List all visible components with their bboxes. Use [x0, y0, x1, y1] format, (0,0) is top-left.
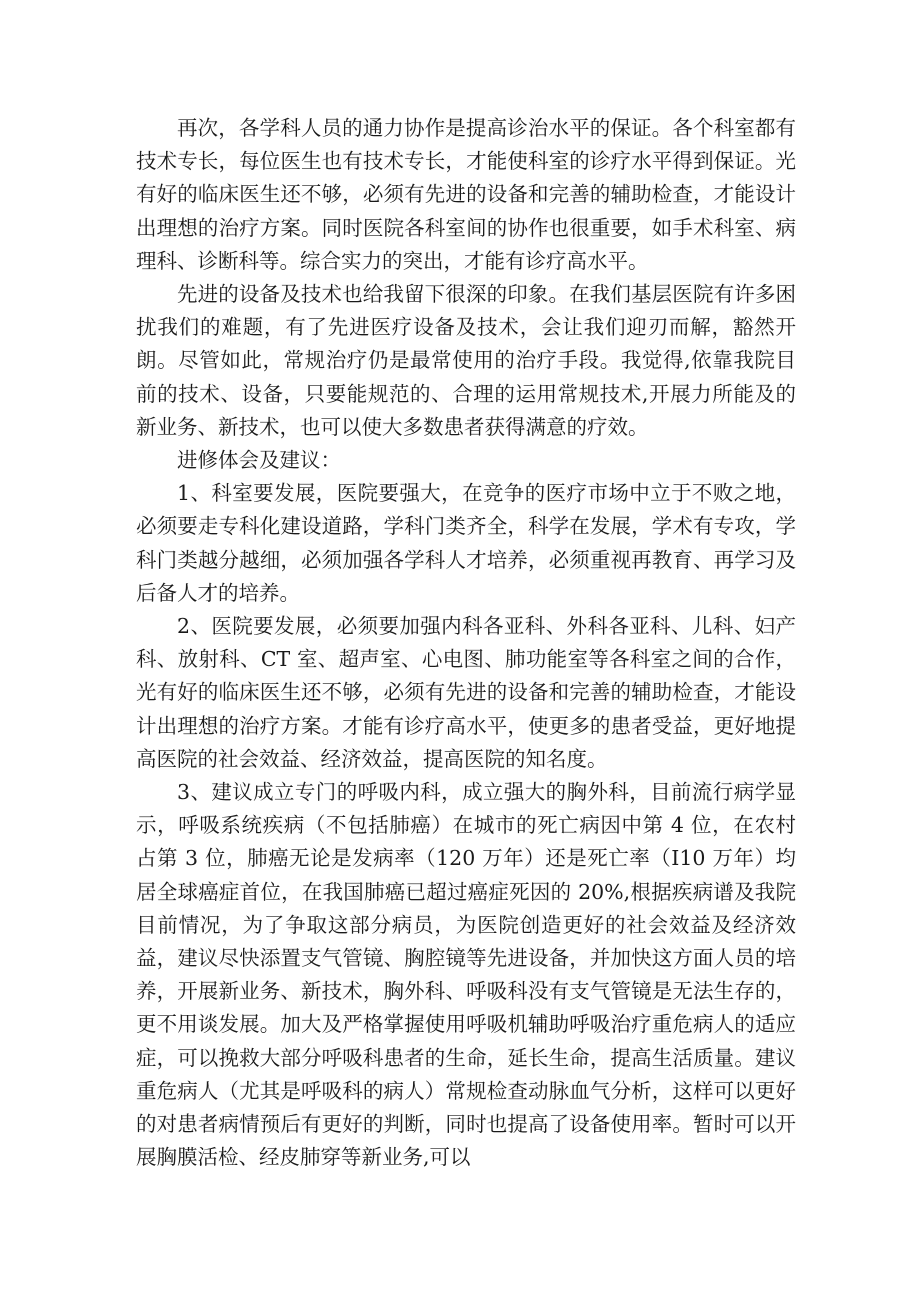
- paragraph-collaboration: 再次，各学科人员的通力协作是提高诊治水平的保证。各个科室都有技术专长，每位医生也有技术专长，才能使科室的诊疗水平得到保证。光有好的临床医生还不够，必须有先进的设备和完善的辅助检查，才能设计出理想的治疗方案。同时医院各科室间的协作也很重要，如手术科室、病理科、诊断科等。综合实力的突出，才能有诊疗高水平。: [136, 116, 796, 273]
- paragraph-suggestion-1: 1、科室要发展，医院要强大，在竞争的医疗市场中立于不败之地，必须要走专科化建设道路，学科门类齐全，科学在发展，学术有专攻，学科门类越分越细，必须加强各学科人才培养，必须重视再教育、再学习及后备人才的培养。: [136, 481, 796, 605]
- section-heading-suggestions: 进修体会及建议：: [177, 448, 341, 473]
- paragraph-suggestion-3: 3、建议成立专门的呼吸内科，成立强大的胸外科，目前流行病学显示，呼吸系统疾病（不包括肺癌）在城市的死亡病因中第 4 位，在农村占第 3 位，肺癌无论是发病率（120 万年）还是死亡率（I10 万年）均居全球癌症首位，在我国肺癌已超过癌症死因的 20%,根据疾病谱及我院目前情况，为了争取这部分病员，为医院创造更好的社会效益及经济效益，建议尽快添置支气管镜、胸腔镜等先进设备，并加快这方面人员的培养，开展新业务、新技术，胸外科、呼吸科没有支气管镜是无法生存的，更不用谈发展。加大及严格掌握使用呼吸机辅助呼吸治疗重危病人的适应症，可以挽救大部分呼吸科患者的生命，延长生命，提高生活质量。建议重危病人（尤其是呼吸科的病人）常规检查动脉血气分析，这样可以更好的对患者病情预后有更好的判断，同时也提高了设备使用率。暂时可以开展胸膜活检、经皮肺穿等新业务,可以: [136, 780, 796, 1170]
- paragraph-equipment: 先进的设备及技术也给我留下很深的印象。在我们基层医院有许多困扰我们的难题，有了先进医疗设备及技术，会让我们迎刃而解，豁然开朗。尽管如此，常规治疗仍是最常使用的治疗手段。我觉得,依靠我院目前的技术、设备，只要能规范的、合理的运用常规技术,开展力所能及的新业务、新技术，也可以使大多数患者获得满意的疗效。: [136, 282, 796, 439]
- paragraph-suggestion-2: 2、医院要发展，必须要加强内科各亚科、外科各亚科、儿科、妇产科、放射科、CT 室、超声室、心电图、肺功能室等各科室之间的合作，光有好的临床医生还不够，必须有先进的设备和完善的辅助检查，才能设计出理想的治疗方案。才能有诊疗高水平，使更多的患者受益，更好地提高医院的社会效益、经济效益，提高医院的知名度。: [136, 614, 796, 771]
- document-body: [136, 112, 796, 1175]
